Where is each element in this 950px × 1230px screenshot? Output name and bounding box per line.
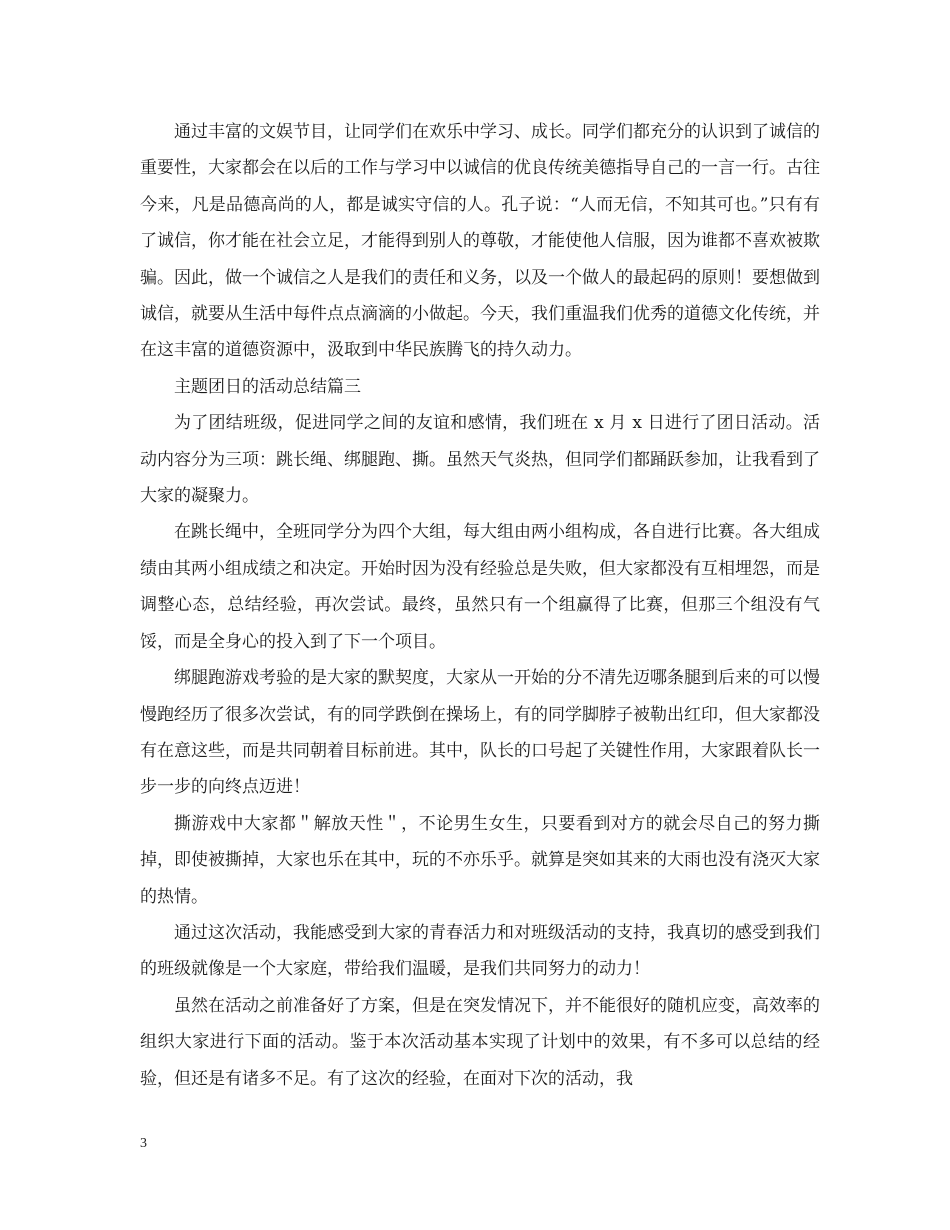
paragraph-reflection: 通过这次活动，我能感受到大家的青春活力和对班级活动的支持，我真切的感受到我们的班级就像是一个大家庭，带给我们温暖，是我们共同努力的动力！ [140, 922, 820, 980]
page-number: 3 [140, 1136, 147, 1151]
paragraph-closing-summary: 通过丰富的文娱节目，让同学们在欢乐中学习、成长。同学们都充分的认识到了诚信的重要性，大家都会在以后的工作与学习中以诚信的优良传统美德指导自己的一言一行。古往今来，凡是品德高尚的人，都是诚实守信的人。孔子说：“人而无信，不知其可也。”只有有了诚信，你才能在社会立足，才能得到别人的尊敬，才能使他人信服，因为谁都不喜欢被欺骗。因此，做一个诚信之人是我们的责任和义务，以及一个做人的最起码的原则！要想做到诚信，就要从生活中每件点点滴滴的小做起。今天，我们重温我们优秀的道德文化传统，并在这丰富的道德资源中，汲取到中华民族腾飞的持久动力。 [140, 122, 820, 361]
section-heading: 主题团日的活动总结篇三 [174, 376, 361, 397]
paragraph-shortcomings: 虽然在活动之前准备好了方案，但是在突发情况下，并不能很好的随机应变，高效率的组织大家进行下面的活动。鉴于本次活动基本实现了计划中的效果，有不多可以总结的经验，但还是有诸多不足。有了这次的经验，在面对下次的活动，我 [140, 995, 820, 1089]
paragraph-tearing-game: 撕游戏中大家都＂解放天性＂，不论男生女生，只要看到对方的就会尽自己的努力撕掉，即使被撕掉，大家也乐在其中，玩的不亦乐乎。就算是突如其来的大雨也没有浇灭大家的热情。 [140, 813, 820, 907]
paragraph-jump-rope: 在跳长绳中，全班同学分为四个大组，每大组由两小组构成，各自进行比赛。各大组成绩由其两小组成绩之和决定。开始时因为没有经验总是失败，但大家都没有互相埋怨，而是调整心态，总结经验，再次尝试。最终，虽然只有一个组赢得了比赛，但那三个组没有气馁，而是全身心的投入到了下一个项目。 [140, 522, 820, 652]
document-body [140, 114, 820, 1097]
paragraph-intro: 为了团结班级，促进同学之间的友谊和感情，我们班在 x 月 x 日进行了团日活动。活动内容分为三项：跳长绳、绑腿跑、撕。虽然天气炎热，但同学们都踊跃参加，让我看到了大家的凝聚力。 [140, 413, 820, 507]
paragraph-three-legged-race: 绑腿跑游戏考验的是大家的默契度，大家从一开始的分不清先迈哪条腿到后来的可以慢慢跑经历了很多次尝试，有的同学跌倒在操场上，有的同学脚脖子被勒出红印，但大家都没有在意这些，而是共同朝着目标前进。其中，队长的口号起了关键性作用，大家跟着队长一步一步的向终点迈进！ [140, 668, 820, 798]
